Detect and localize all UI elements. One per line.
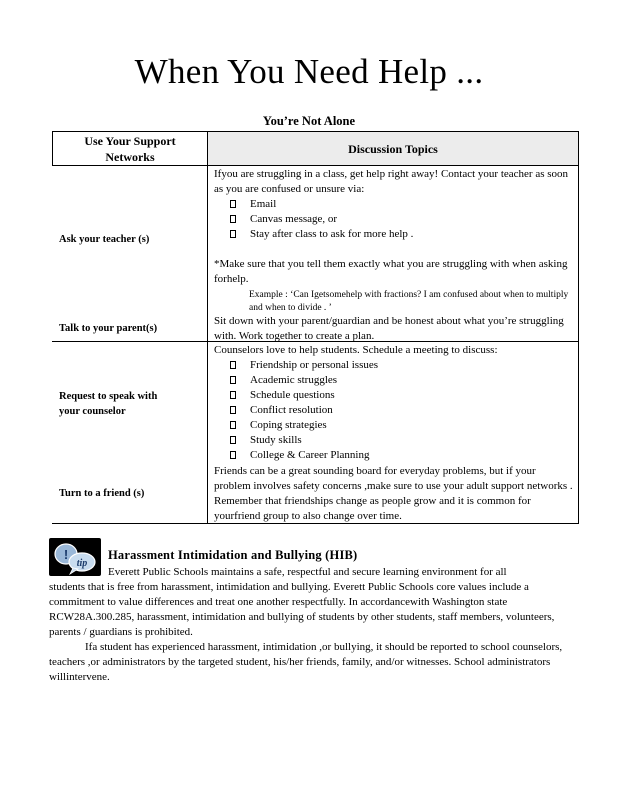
bullet-box-icon [230, 406, 236, 414]
list-item: Study skills [214, 433, 574, 448]
bullet-box-icon [230, 451, 236, 459]
counselor-topics [214, 358, 574, 463]
teacher-intro: Ifyou are struggling in a class, get help right away! Contact your teacher as soon as you are confused or unsure via: [214, 168, 569, 195]
list-item: Email [214, 197, 574, 212]
list-item: Canvas message, or [214, 212, 574, 227]
page-title: When You Need Help ... [134, 52, 484, 91]
bullet-box-icon [230, 436, 236, 444]
table-border-right [578, 131, 579, 524]
hib-paragraph-1-first-line: Everett Public Schools maintains a safe, respectful and secure learning environment for all [108, 566, 507, 578]
teacher-options [214, 197, 574, 242]
row-label-friend: Turn to a friend (s) [59, 488, 145, 499]
hib-paragraph-1: students that is free from harassment, intimidation and bullying. Everett Public Schools core values include a commitment to value differences and treat one another respectfully. In accordancewith Washington state RCW28A.300.285, harassment, intimidation and bullying of students by other students, staff members, volunteers, parents / guardians is prohibited. [49, 581, 555, 638]
list-item: Academic struggles [214, 373, 574, 388]
hib-body [49, 565, 577, 685]
row-label-teacher: Ask your teacher (s) [59, 234, 150, 245]
list-item: College & Career Planning [214, 448, 574, 463]
topic-friend: Friends can be a great sounding board for everyday problems, but if your problem involves safety concerns ,make sure to use your adult support networks . Remember that friendships change as people grow and it is common for yourfriend group to also change over time. [214, 465, 573, 522]
hib-title: Harassment Intimidation and Bullying (HIB) [108, 548, 358, 562]
tip-icon-label: tip [76, 558, 88, 569]
counselor-intro: Counselors love to help students. Schedule a meeting to discuss: [214, 344, 498, 356]
list-item: Schedule questions [214, 388, 574, 403]
list-item: Conflict resolution [214, 403, 574, 418]
topic-teacher [214, 167, 574, 315]
bullet-box-icon [230, 391, 236, 399]
bullet-box-icon [230, 361, 236, 369]
header-support-networks [53, 132, 207, 165]
row-label-parents: Talk to your parent(s) [59, 323, 158, 334]
header-divider [52, 165, 579, 166]
topic-counselor [214, 343, 574, 463]
row-label-counselor: Request to speak with your counselor [59, 391, 158, 417]
list-item: Friendship or personal issues [214, 358, 574, 373]
bullet-box-icon [230, 215, 236, 223]
teacher-example: Example : ‘Can Igetsomehelp with fractions? I am confused about when to multiply and when to divide . ’ [249, 290, 569, 313]
header-right-text: Discussion Topics [348, 142, 438, 156]
support-table [52, 131, 579, 524]
list-item: Coping strategies [214, 418, 574, 433]
header-discussion-topics [208, 132, 578, 165]
bullet-box-icon [230, 200, 236, 208]
teacher-note: *Make sure that you tell them exactly what you are struggling with when asking forhelp. [214, 258, 568, 285]
header-left-text: Use Your Support Networks [84, 134, 176, 164]
hib-paragraph-2: Ifa student has experienced harassment, intimidation ,or bullying, it should be reported to school counselors, teachers ,or administrators by the targeted student, his/her friends, family, and/or witnesses. School administrators willintervene. [49, 641, 563, 683]
bullet-box-icon [230, 421, 236, 429]
bullet-box-icon [230, 376, 236, 384]
page-subtitle: You’re Not Alone [262, 114, 356, 128]
svg-text:!: ! [63, 547, 69, 562]
topic-parents: Sit down with your parent/guardian and be honest about what you’re struggling with. Work together to create a plan. [214, 315, 564, 342]
column-divider [207, 131, 208, 524]
list-item: Stay after class to ask for more help . [214, 227, 574, 242]
bullet-box-icon [230, 230, 236, 238]
